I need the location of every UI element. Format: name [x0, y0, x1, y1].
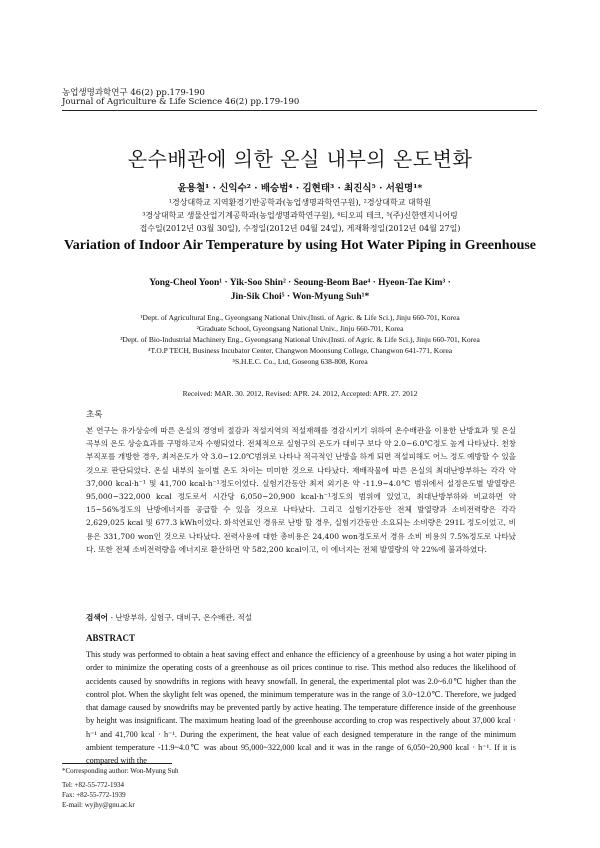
received-dates: Received: MAR. 30. 2012, Revised: APR. 24. 2012, Accepted: APR. 27. 2012	[182, 389, 418, 398]
affiliation-ko-1: ¹경상대학교 지역환경기반공학과(농업생명과학연구원), ²경상대학교 대학원	[168, 198, 432, 207]
abstract-en-heading: ABSTRACT	[86, 633, 136, 643]
authors-en	[0, 276, 600, 304]
affiliation-en-3: ³Dept. of Bio-Industrial Machinery Eng., Gyeongsang National Univ.(Insti. of Agric. & Life Sci.), Jinju 660-701, Korea	[120, 335, 480, 344]
authors-en-line-2: Jin-Sik Choi⁵ · Won-Myung Suh¹*	[230, 292, 370, 302]
affiliation-en-5: ⁵S.H.E.C. Co., Ltd, Goseong 638-808, Korea	[232, 357, 368, 366]
corresponding-author: *Corresponding author: Won-Myung Suh	[62, 767, 179, 775]
keywords-ko-list: - 난방부하, 실험구, 대비구, 온수배관, 적설	[108, 613, 253, 622]
affiliation-en-4: ⁴T.O.P TECH, Business Incubator Center, Changwon Moonsung College, Changwon 641-771, Korea	[147, 346, 453, 355]
keywords-ko	[86, 612, 252, 623]
keywords-ko-label: 검색어	[86, 613, 109, 622]
header-rule	[62, 110, 537, 111]
title-en: Variation of Indoor Air Temperature by using Hot Water Piping in Greenhouse	[63, 238, 537, 253]
footnote-tel: Tel: +82-55-772-1934	[62, 781, 124, 789]
title-ko: 온수배관에 의한 온실 내부의 온도변화	[127, 147, 473, 171]
abstract-en-body: This study was performed to obtain a heat saving effect and enhance the efficiency of a greenhouse by using a hot water piping in order to minimize the operating costs of a greenhouse as oil prices continue to rise. This method also reduces the likelihood of accidents caused by snowdrifts in regions with heavy snowfall. In general, the experimental plot was 2.0~6.0℃ higher than the control plot. When the skylight felt was opened, the minimum temperature was in the range of 3.0~12.0℃. Therefore, we judged that damage caused by snowdrifts may be prevented partly by active heating. The temperature difference inside of the greenhouse by height was insignificant. The maximum heating load of the greenhouse according to crop was respectively about 37,000 kcal · h⁻¹ and 41,700 kcal · h⁻¹. During the experiment, the heat value of each designed temperature in the range of the minimum ambient temperature -11.9~4.0℃ was about 95,000~322,000 kcal and it was in the range of 6,050~20,900 kcal · h⁻¹. If it is compared with the	[86, 650, 516, 766]
dates-ko: 접수일(2012년 03월 30일), 수정일(2012년 04월 24일), 게재확정일(2012년 04월 27일)	[139, 224, 461, 233]
affiliation-en-1: ¹Dept. of Agricultural Eng., Gyeongsang National Univ.(Insti. of Agric. & Life Sci.), Jinju 660-701, Korea	[140, 313, 460, 322]
abstract-ko-body: 본 연구는 유가상승에 따른 온실의 경영비 절감과 적설지역의 적설재해를 경감시키기 위하여 온수배관을 이용한 난방효과 및 온실곡부의 온도 상승효과를 구명하고자 수행되었다. 전체적으로 실험구의 온도가 대비구 보다 약 2.0~6.0℃정도 높게 나타났다. 천창부직포를 개방한 경우, 최저온도가 약 3.0~12.0℃범위로 나타나 적극적인 난방을 하게 되면 적설피해도 어느 정도 예방할 수 있을 것으로 판단되었다. 온실 내부의 높이별 온도 차이는 미미한 것으로 나타났다. 재배작물에 따른 온실의 최대난방부하는 각각 약 37,000 kcal·h⁻¹ 및 41,700 kcal·h⁻¹정도이었다. 실험기간동안 최저 외기온 약 -11.9~4.0℃ 범위에서 설정온도별 발열량은 95,000~322,000 kcal 정도로서 시간당 6,050~20,900 kcal·h⁻¹정도의 범위에 있었고, 최대난방부하와 비교하면 약 15~56%정도의 난방에너지를 공급할 수 있을 것으로 나타났다. 그리고 실험기간동안 전체 발열량과 소비전력량은 각각 2,629,025 kcal 및 677.3 kWh이었다. 화석연료인 경유로 난방 할 경우, 실험기간동안 소요되는 소비량은 291L 정도이었고, 비용은 331,700 won인 것으로 나타났다. 전력사용에 대한 총비용은 24,400 won정도로서 경유 소비 비용의 7.5%정도로 나타났다. 또한 전체 소비전력량을 에너지로 환산하면 약 582,200 kcal이고, 이 에너지는 전체 발열량의 약 22%에 불과하였다.	[86, 426, 516, 554]
affiliation-en-2: ²Graduate School, Gyeongsang National Univ., Jinju 660-701, Korea	[196, 324, 404, 333]
footnote-fax: Fax: +82-55-772-1939	[62, 791, 126, 799]
footnote-rule	[62, 763, 172, 764]
abstract-ko-heading: 초록	[86, 410, 103, 420]
authors-ko: 윤용철¹ · 신익수² · 배승범⁴ · 김현태³ · 최진식⁵ · 서원명¹*	[177, 183, 423, 194]
authors-en-line-1: Yong-Cheol Yoon¹ · Yik-Soo Shin² · Seoung-Beom Bae⁴ · Hyeon-Tae Kim³ ·	[149, 278, 451, 288]
journal-citation-en: Journal of Agriculture & Life Science 46(2) pp.179-190	[62, 97, 300, 107]
affiliation-ko-2: ³경상대학교 생물산업기계공학과(농업생명과학연구원), ⁴티오피 테크, ⁵(주)신한엔지니어링	[142, 211, 458, 220]
footnote-email: E-mail: wyjhy@gnu.ac.kr	[62, 801, 135, 809]
journal-citation-ko: 농업생명과학연구 46(2) pp.179-190	[62, 88, 205, 98]
